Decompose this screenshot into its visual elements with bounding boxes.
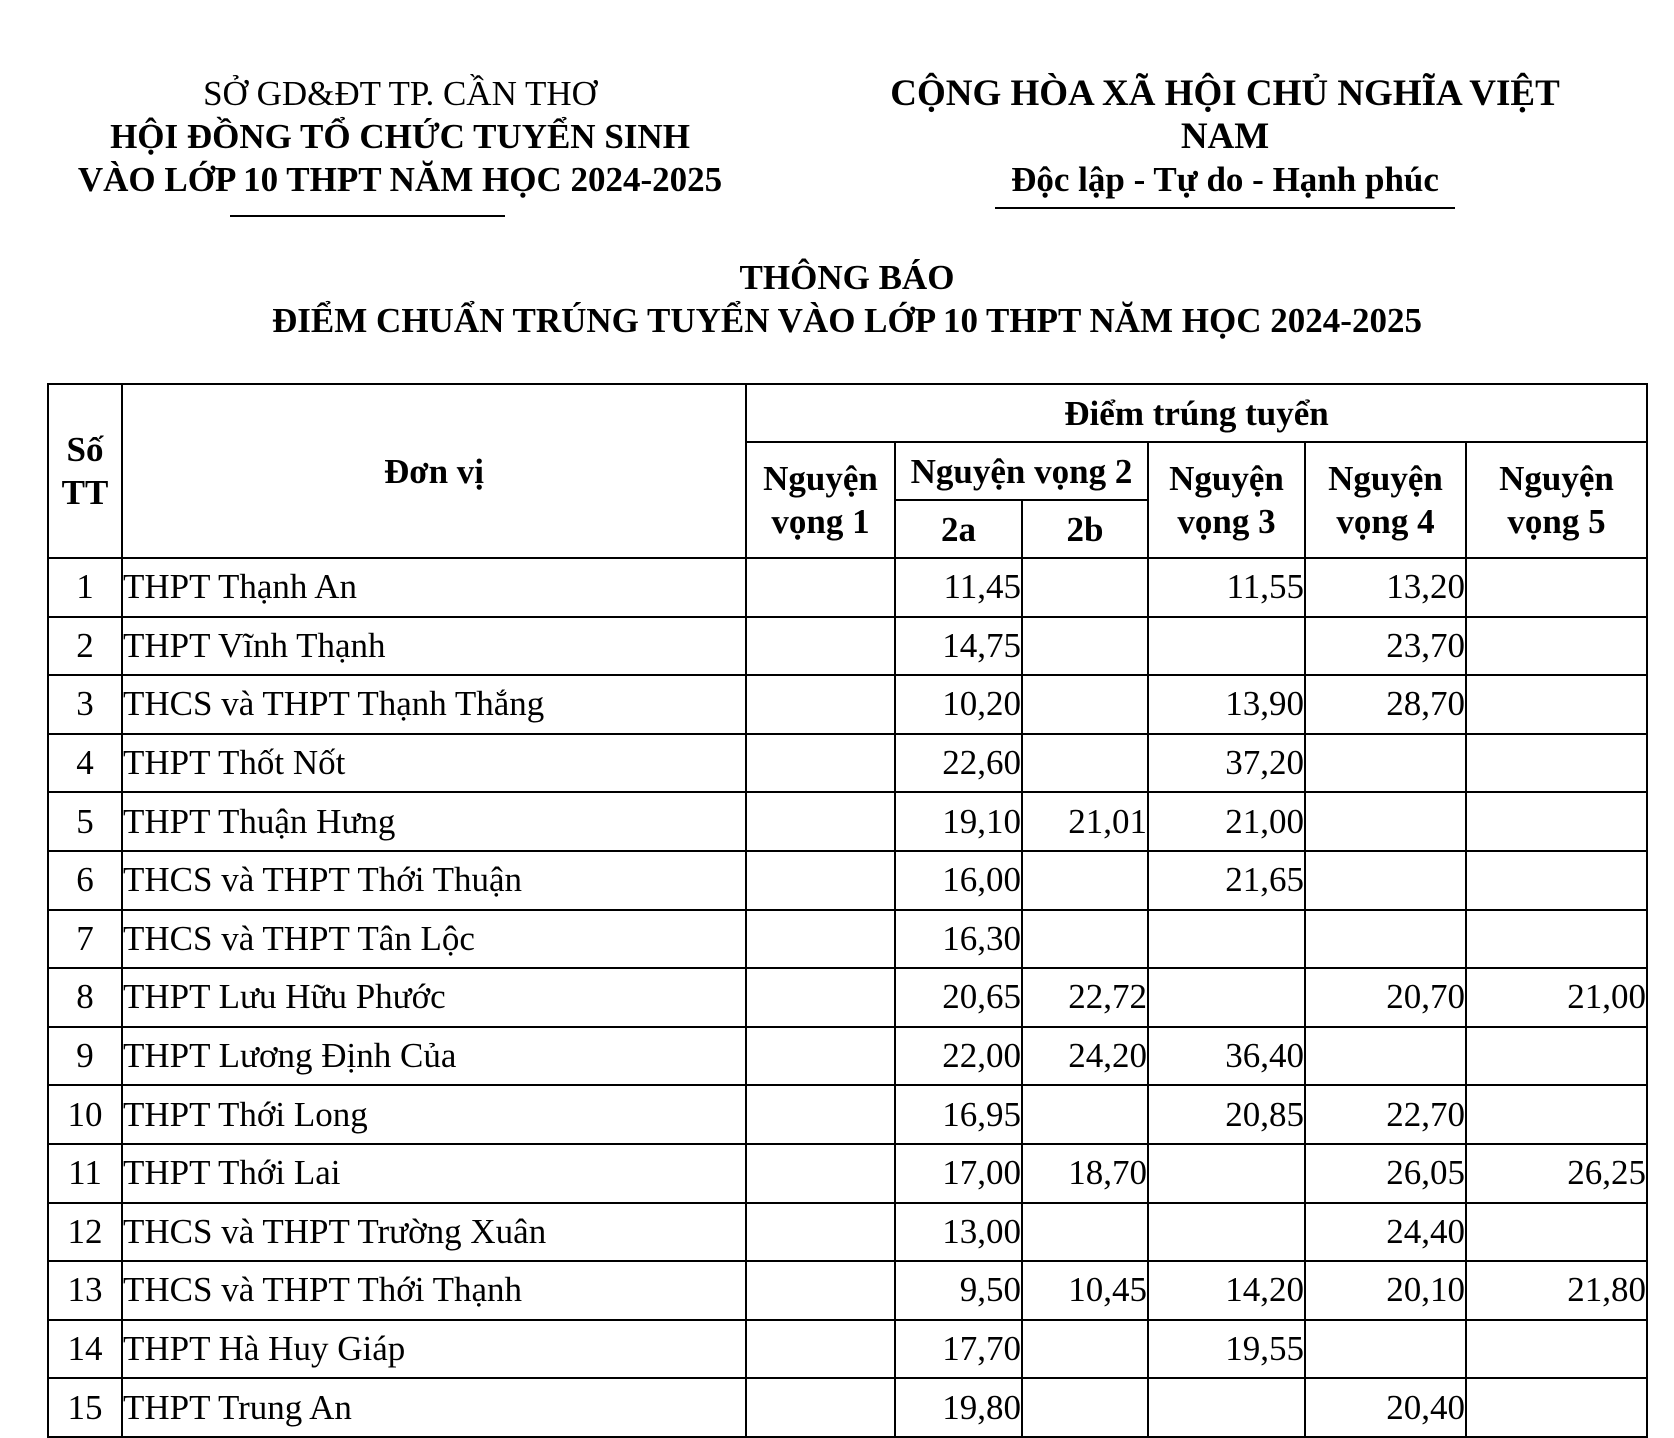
cell-nv3: 13,90 <box>1148 675 1305 734</box>
header-stt: Số TT <box>48 384 122 558</box>
cell-nv2a: 19,10 <box>895 792 1022 851</box>
cell-stt: 13 <box>48 1261 122 1320</box>
table-row <box>48 1203 1647 1262</box>
council-line-1: HỘI ĐỒNG TỔ CHỨC TUYỂN SINH <box>110 117 690 156</box>
cell-nv2a: 17,00 <box>895 1144 1022 1203</box>
table-row <box>48 1144 1647 1203</box>
nation-name: CỘNG HÒA XÃ HỘI CHỦ NGHĨA VIỆT NAM <box>890 73 1560 157</box>
department-name: SỞ GD&ĐT TP. CẦN THƠ <box>203 74 597 113</box>
cell-nv5 <box>1466 558 1647 617</box>
cell-stt: 2 <box>48 617 122 676</box>
table-row <box>48 1261 1647 1320</box>
header-nv2: Nguyện vọng 2 <box>895 442 1148 500</box>
cell-nv4: 24,40 <box>1305 1203 1466 1262</box>
title-line-1: THÔNG BÁO <box>739 258 955 297</box>
cell-nv5: 26,25 <box>1466 1144 1647 1203</box>
cell-nv2a: 14,75 <box>895 617 1022 676</box>
cell-nv5 <box>1466 617 1647 676</box>
table-row <box>48 675 1647 734</box>
cell-nv3 <box>1148 1144 1305 1203</box>
table-row <box>48 1085 1647 1144</box>
cell-nv3: 21,65 <box>1148 851 1305 910</box>
title-line-2: ĐIỂM CHUẨN TRÚNG TUYỂN VÀO LỚP 10 THPT NĂM HỌC 2024-2025 <box>272 301 1422 340</box>
cell-nv3: 14,20 <box>1148 1261 1305 1320</box>
cell-unit: THPT Trung An <box>122 1378 746 1437</box>
cell-nv3: 21,00 <box>1148 792 1305 851</box>
cell-nv5 <box>1466 1203 1647 1262</box>
cell-nv5 <box>1466 1320 1647 1379</box>
table-row <box>48 851 1647 910</box>
table-row <box>48 792 1647 851</box>
cell-nv4 <box>1305 910 1466 969</box>
table-row <box>48 1027 1647 1086</box>
cell-nv2b <box>1022 910 1148 969</box>
cell-nv1 <box>746 617 895 676</box>
cell-unit: THCS và THPT Trường Xuân <box>122 1203 746 1262</box>
cell-unit: THCS và THPT Thới Thạnh <box>122 1261 746 1320</box>
cell-nv2b <box>1022 734 1148 793</box>
table-row <box>48 617 1647 676</box>
cell-nv5: 21,00 <box>1466 968 1647 1027</box>
cell-nv4: 26,05 <box>1305 1144 1466 1203</box>
table-row <box>48 968 1647 1027</box>
cell-nv4: 23,70 <box>1305 617 1466 676</box>
cell-nv1 <box>746 1027 895 1086</box>
cell-stt: 4 <box>48 734 122 793</box>
cell-stt: 6 <box>48 851 122 910</box>
header-nv4: Nguyện vọng 4 <box>1305 442 1466 558</box>
document-title <box>0 256 1674 342</box>
cell-nv3 <box>1148 968 1305 1027</box>
cell-nv3: 19,55 <box>1148 1320 1305 1379</box>
cell-nv5 <box>1466 792 1647 851</box>
cell-nv2b <box>1022 1378 1148 1437</box>
cell-nv2a: 20,65 <box>895 968 1022 1027</box>
cell-nv2a: 10,20 <box>895 675 1022 734</box>
cell-unit: THCS và THPT Thới Thuận <box>122 851 746 910</box>
cell-nv1 <box>746 1378 895 1437</box>
table-row <box>48 734 1647 793</box>
cell-unit: THPT Lưu Hữu Phước <box>122 968 746 1027</box>
header-nv2a: 2a <box>895 500 1022 558</box>
cell-stt: 14 <box>48 1320 122 1379</box>
cell-nv4 <box>1305 734 1466 793</box>
cell-unit: THPT Thới Lai <box>122 1144 746 1203</box>
header-unit: Đơn vị <box>122 384 746 558</box>
cell-nv2a: 19,80 <box>895 1378 1022 1437</box>
cell-nv4 <box>1305 1027 1466 1086</box>
cell-unit: THCS và THPT Tân Lộc <box>122 910 746 969</box>
cell-nv5 <box>1466 1027 1647 1086</box>
header-nv1: Nguyện vọng 1 <box>746 442 895 558</box>
cell-nv5: 21,80 <box>1466 1261 1647 1320</box>
cell-nv3: 11,55 <box>1148 558 1305 617</box>
cell-stt: 10 <box>48 1085 122 1144</box>
cell-nv4: 22,70 <box>1305 1085 1466 1144</box>
cell-nv2b <box>1022 1320 1148 1379</box>
cell-nv1 <box>746 675 895 734</box>
cell-nv2b <box>1022 1203 1148 1262</box>
cell-nv3 <box>1148 617 1305 676</box>
cell-nv4 <box>1305 1320 1466 1379</box>
cell-unit: THPT Thới Long <box>122 1085 746 1144</box>
cell-nv1 <box>746 968 895 1027</box>
cell-nv1 <box>746 910 895 969</box>
cell-nv2b <box>1022 558 1148 617</box>
cell-stt: 8 <box>48 968 122 1027</box>
cell-nv2b: 18,70 <box>1022 1144 1148 1203</box>
cell-stt: 15 <box>48 1378 122 1437</box>
cell-unit: THPT Thạnh An <box>122 558 746 617</box>
cell-nv2b: 21,01 <box>1022 792 1148 851</box>
cell-nv4: 20,40 <box>1305 1378 1466 1437</box>
cell-nv1 <box>746 1203 895 1262</box>
admission-scores-table <box>47 383 1648 1438</box>
cell-nv2b: 10,45 <box>1022 1261 1148 1320</box>
table-row <box>48 558 1647 617</box>
cell-stt: 11 <box>48 1144 122 1203</box>
cell-nv2a: 9,50 <box>895 1261 1022 1320</box>
header-scores-group: Điểm trúng tuyển <box>746 384 1647 442</box>
cell-unit: THPT Thuận Hưng <box>122 792 746 851</box>
cell-nv2b <box>1022 1085 1148 1144</box>
cell-nv2b <box>1022 675 1148 734</box>
cell-nv2a: 22,60 <box>895 734 1022 793</box>
cell-nv2a: 22,00 <box>895 1027 1022 1086</box>
cell-stt: 12 <box>48 1203 122 1262</box>
cell-nv5 <box>1466 734 1647 793</box>
table-row <box>48 1378 1647 1437</box>
cell-nv1 <box>746 1085 895 1144</box>
cell-stt: 1 <box>48 558 122 617</box>
cell-nv2b <box>1022 851 1148 910</box>
cell-nv2a: 16,00 <box>895 851 1022 910</box>
cell-nv2a: 13,00 <box>895 1203 1022 1262</box>
cell-nv4: 20,10 <box>1305 1261 1466 1320</box>
cell-nv3 <box>1148 910 1305 969</box>
cell-nv2b: 22,72 <box>1022 968 1148 1027</box>
cell-nv4: 13,20 <box>1305 558 1466 617</box>
cell-nv3: 37,20 <box>1148 734 1305 793</box>
score-rows <box>48 558 1647 1437</box>
cell-nv5 <box>1466 910 1647 969</box>
cell-nv2b: 24,20 <box>1022 1027 1148 1086</box>
cell-unit: THPT Lương Định Của <box>122 1027 746 1086</box>
header-nv5: Nguyện vọng 5 <box>1466 442 1647 558</box>
cell-unit: THPT Thốt Nốt <box>122 734 746 793</box>
cell-nv4 <box>1305 851 1466 910</box>
cell-nv2a: 16,30 <box>895 910 1022 969</box>
cell-nv1 <box>746 1261 895 1320</box>
cell-nv1 <box>746 1320 895 1379</box>
cell-stt: 9 <box>48 1027 122 1086</box>
cell-nv5 <box>1466 675 1647 734</box>
cell-nv2a: 11,45 <box>895 558 1022 617</box>
cell-nv1 <box>746 792 895 851</box>
cell-nv3 <box>1148 1378 1305 1437</box>
cell-unit: THCS và THPT Thạnh Thắng <box>122 675 746 734</box>
header-nv3: Nguyện vọng 3 <box>1148 442 1305 558</box>
cell-nv5 <box>1466 1085 1647 1144</box>
cell-nv3: 36,40 <box>1148 1027 1305 1086</box>
cell-nv4: 28,70 <box>1305 675 1466 734</box>
table-row <box>48 1320 1647 1379</box>
header-nv2b: 2b <box>1022 500 1148 558</box>
council-line-2: VÀO LỚP 10 THPT NĂM HỌC 2024-2025 <box>77 160 723 199</box>
cell-nv4: 20,70 <box>1305 968 1466 1027</box>
issuer-underline <box>230 215 505 217</box>
cell-nv3 <box>1148 1203 1305 1262</box>
cell-nv2b <box>1022 617 1148 676</box>
cell-nv1 <box>746 734 895 793</box>
cell-unit: THPT Hà Huy Giáp <box>122 1320 746 1379</box>
cell-nv2a: 17,70 <box>895 1320 1022 1379</box>
cell-stt: 7 <box>48 910 122 969</box>
cell-nv5 <box>1466 851 1647 910</box>
cell-nv4 <box>1305 792 1466 851</box>
table-row <box>48 910 1647 969</box>
cell-stt: 3 <box>48 675 122 734</box>
national-header <box>850 72 1600 209</box>
cell-nv3: 20,85 <box>1148 1085 1305 1144</box>
cell-nv2a: 16,95 <box>895 1085 1022 1144</box>
cell-unit: THPT Vĩnh Thạnh <box>122 617 746 676</box>
cell-nv1 <box>746 851 895 910</box>
issuer-header <box>40 72 760 217</box>
cell-stt: 5 <box>48 792 122 851</box>
national-motto: Độc lập - Tự do - Hạnh phúc <box>995 158 1455 209</box>
cell-nv1 <box>746 558 895 617</box>
cell-nv1 <box>746 1144 895 1203</box>
cell-nv5 <box>1466 1378 1647 1437</box>
